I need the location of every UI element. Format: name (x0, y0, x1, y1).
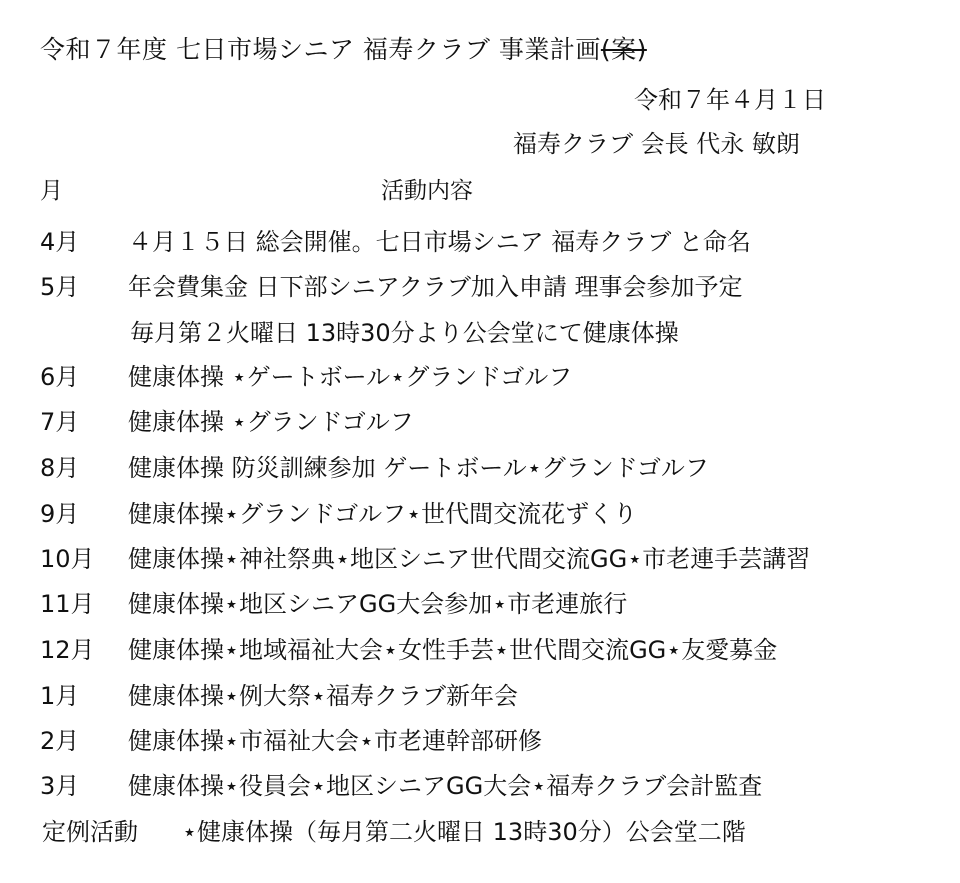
column-header-month: 月 (40, 178, 63, 204)
schedule-month: 5月 (40, 273, 80, 301)
schedule-activity: 健康体操⋆地区シニアGG大会参加⋆市老連旅行 (128, 590, 628, 618)
schedule-month: 11月 (40, 590, 95, 618)
schedule-activity: 健康体操 ⋆グランドゴルフ (128, 408, 414, 436)
schedule-activity: 健康体操⋆グランドゴルフ⋆世代間交流花ずくり (128, 500, 638, 528)
title-draft-mark: (案) (600, 35, 647, 64)
schedule-month: 10月 (40, 545, 95, 573)
document-date: 令和７年４月１日 (634, 86, 826, 114)
schedule-activity: 健康体操 ⋆ゲートボール⋆グランドゴルフ (128, 363, 573, 391)
schedule-activity: 健康体操⋆役員会⋆地区シニアGG大会⋆福寿クラブ会計監査 (128, 772, 763, 800)
schedule-activity: 健康体操⋆神社祭典⋆地区シニア世代間交流GG⋆市老連手芸講習 (128, 545, 811, 573)
title-main: 令和７年度 七日市場シニア 福寿クラブ 事業計画 (40, 35, 601, 64)
schedule-activity: ４月１５日 総会開催。七日市場シニア 福寿クラブ と命名 (128, 228, 751, 256)
schedule-month: 2月 (40, 727, 80, 755)
regular-activity-row (42, 812, 746, 847)
schedule-month: 7月 (40, 408, 80, 436)
schedule-month: 3月 (40, 772, 80, 800)
document-title (40, 30, 647, 66)
schedule-activity: 毎月第２火曜日 13時30分より公会堂にて健康体操 (130, 319, 679, 347)
schedule-activity: 健康体操⋆地域福祉大会⋆女性手芸⋆世代間交流GG⋆友愛募金 (128, 636, 778, 664)
schedule-month: 9月 (40, 500, 80, 528)
schedule-month: 6月 (40, 363, 80, 391)
column-header-activity: 活動内容 (381, 178, 473, 204)
schedule-activity: 年会費集金 日下部シニアクラブ加入申請 理事会参加予定 (128, 273, 743, 301)
schedule-month: 12月 (40, 636, 95, 664)
schedule-activity: 健康体操⋆市福祉大会⋆市老連幹部研修 (128, 727, 543, 755)
regular-activity-label: 定例活動 (42, 818, 138, 846)
schedule-activity: 健康体操 防災訓練参加 ゲートボール⋆グランドゴルフ (128, 454, 709, 482)
schedule-month: 8月 (40, 454, 80, 482)
schedule-month: 4月 (40, 228, 80, 256)
schedule-month: 1月 (40, 682, 80, 710)
schedule-activity: 健康体操⋆例大祭⋆福寿クラブ新年会 (128, 682, 519, 710)
regular-activity-text: ⋆健康体操（毎月第二火曜日 13時30分）公会堂二階 (182, 818, 746, 846)
document-author: 福寿クラブ 会長 代永 敏朗 (513, 130, 800, 158)
